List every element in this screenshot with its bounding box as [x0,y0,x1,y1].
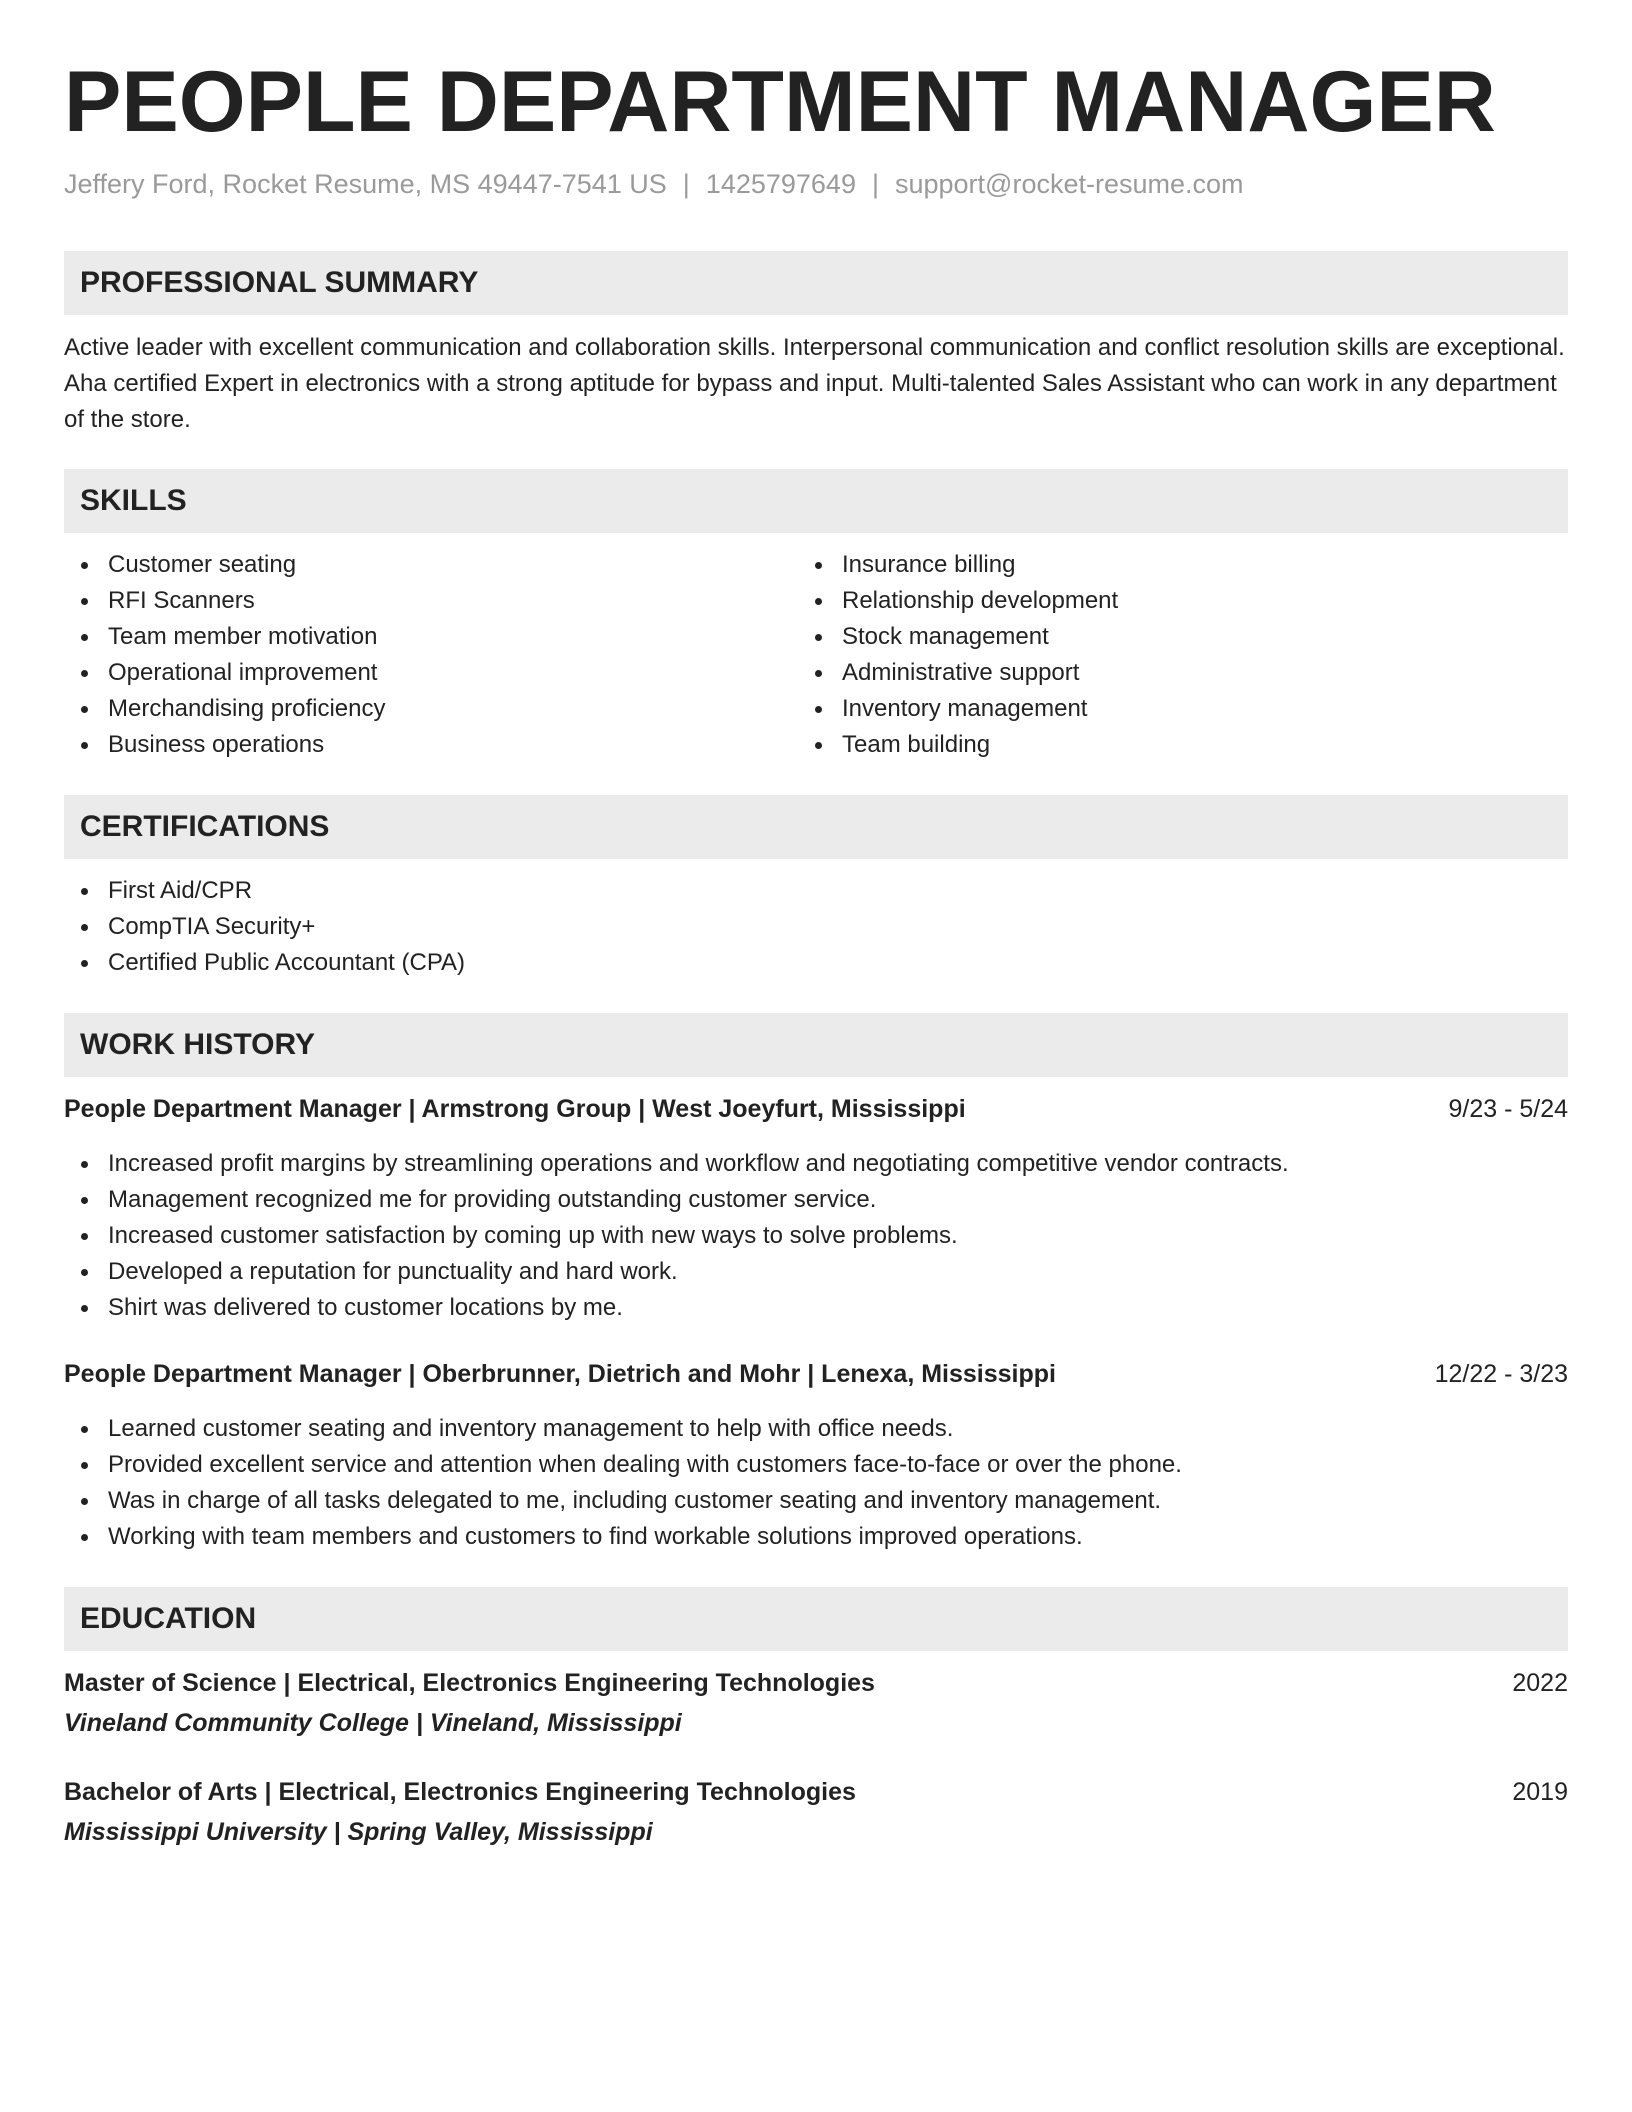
education-entry-header [64,1665,1568,1701]
skill-item: RFI Scanners [64,583,385,619]
section-heading-summary: PROFESSIONAL SUMMARY [64,251,1568,315]
education-year: 2019 [1512,1778,1568,1806]
skill-item: Merchandising proficiency [64,691,385,727]
job-dates: 12/22 - 3/23 [1434,1360,1568,1388]
skill-item: Team member motivation [64,619,385,655]
section-heading-education: EDUCATION [64,1587,1568,1651]
skill-item: Stock management [798,619,1118,655]
job-bullet: Provided excellent service and attention when dealing with customers face-to-face or over the phone. [64,1447,1182,1483]
contact-phone: 1425797649 [705,169,856,199]
skill-item: Business operations [64,727,385,763]
job-header [64,1356,1568,1392]
education-entry-header [64,1774,1568,1810]
education-degree: Bachelor of Arts | Electrical, Electronics Engineering Technologies [64,1778,856,1806]
job-title: People Department Manager | Armstrong Group | West Joeyfurt, Mississippi [64,1095,966,1123]
job-bullets [64,1411,1182,1555]
summary-text: Active leader with excellent communication and collaboration skills. Interpersonal communication and conflict resolution skills are exceptional. Aha certified Expert in electronics with a strong aptitude for bypass and input. Multi-talented Sales Assistant who can work in any department of the store. [64,334,1565,433]
job-bullet: Developed a reputation for punctuality and hard work. [64,1254,1289,1290]
section-heading-work-history: WORK HISTORY [64,1013,1568,1077]
certifications-list [64,873,465,981]
contact-email: support@rocket-resume.com [894,169,1244,199]
contact-separator: | [682,169,690,199]
job-bullet: Working with team members and customers to find workable solutions improved operations. [64,1519,1182,1555]
skill-item: Inventory management [798,691,1118,727]
job-bullets [64,1146,1289,1326]
contact-line [64,166,1244,202]
skill-item: Insurance billing [798,547,1118,583]
skill-item: Team building [798,727,1118,763]
job-bullet: Increased profit margins by streamlining operations and workflow and negotiating competitive vendor contracts. [64,1146,1289,1182]
skills-list-left [64,547,385,763]
job-bullet: Shirt was delivered to customer locations by me. [64,1290,1289,1326]
skill-item: Relationship development [798,583,1118,619]
certification-item: First Aid/CPR [64,873,465,909]
education-school: Vineland Community College | Vineland, Mississippi [64,1709,682,1737]
job-bullet: Was in charge of all tasks delegated to me, including customer seating and inventory management. [64,1483,1182,1519]
job-title: People Department Manager | Oberbrunner, Dietrich and Mohr | Lenexa, Mississippi [64,1360,1056,1388]
certification-item: CompTIA Security+ [64,909,465,945]
skill-item: Operational improvement [64,655,385,691]
certification-item: Certified Public Accountant (CPA) [64,945,465,981]
education-school: Mississippi University | Spring Valley, Mississippi [64,1818,653,1846]
section-heading-certifications: CERTIFICATIONS [64,795,1568,859]
contact-address: Jeffery Ford, Rocket Resume, MS 49447-7541 US [64,169,667,199]
skills-list-right [798,547,1118,763]
job-dates: 9/23 - 5/24 [1448,1095,1568,1123]
job-bullet: Increased customer satisfaction by coming up with new ways to solve problems. [64,1218,1289,1254]
contact-separator: | [871,169,879,199]
education-year: 2022 [1512,1669,1568,1697]
skill-item: Administrative support [798,655,1118,691]
job-header [64,1091,1568,1127]
job-bullet: Learned customer seating and inventory management to help with office needs. [64,1411,1182,1447]
education-degree: Master of Science | Electrical, Electronics Engineering Technologies [64,1669,875,1697]
section-heading-skills: SKILLS [64,469,1568,533]
resume-title: PEOPLE DEPARTMENT MANAGER [64,54,1496,150]
skill-item: Customer seating [64,547,385,583]
job-bullet: Management recognized me for providing outstanding customer service. [64,1182,1289,1218]
